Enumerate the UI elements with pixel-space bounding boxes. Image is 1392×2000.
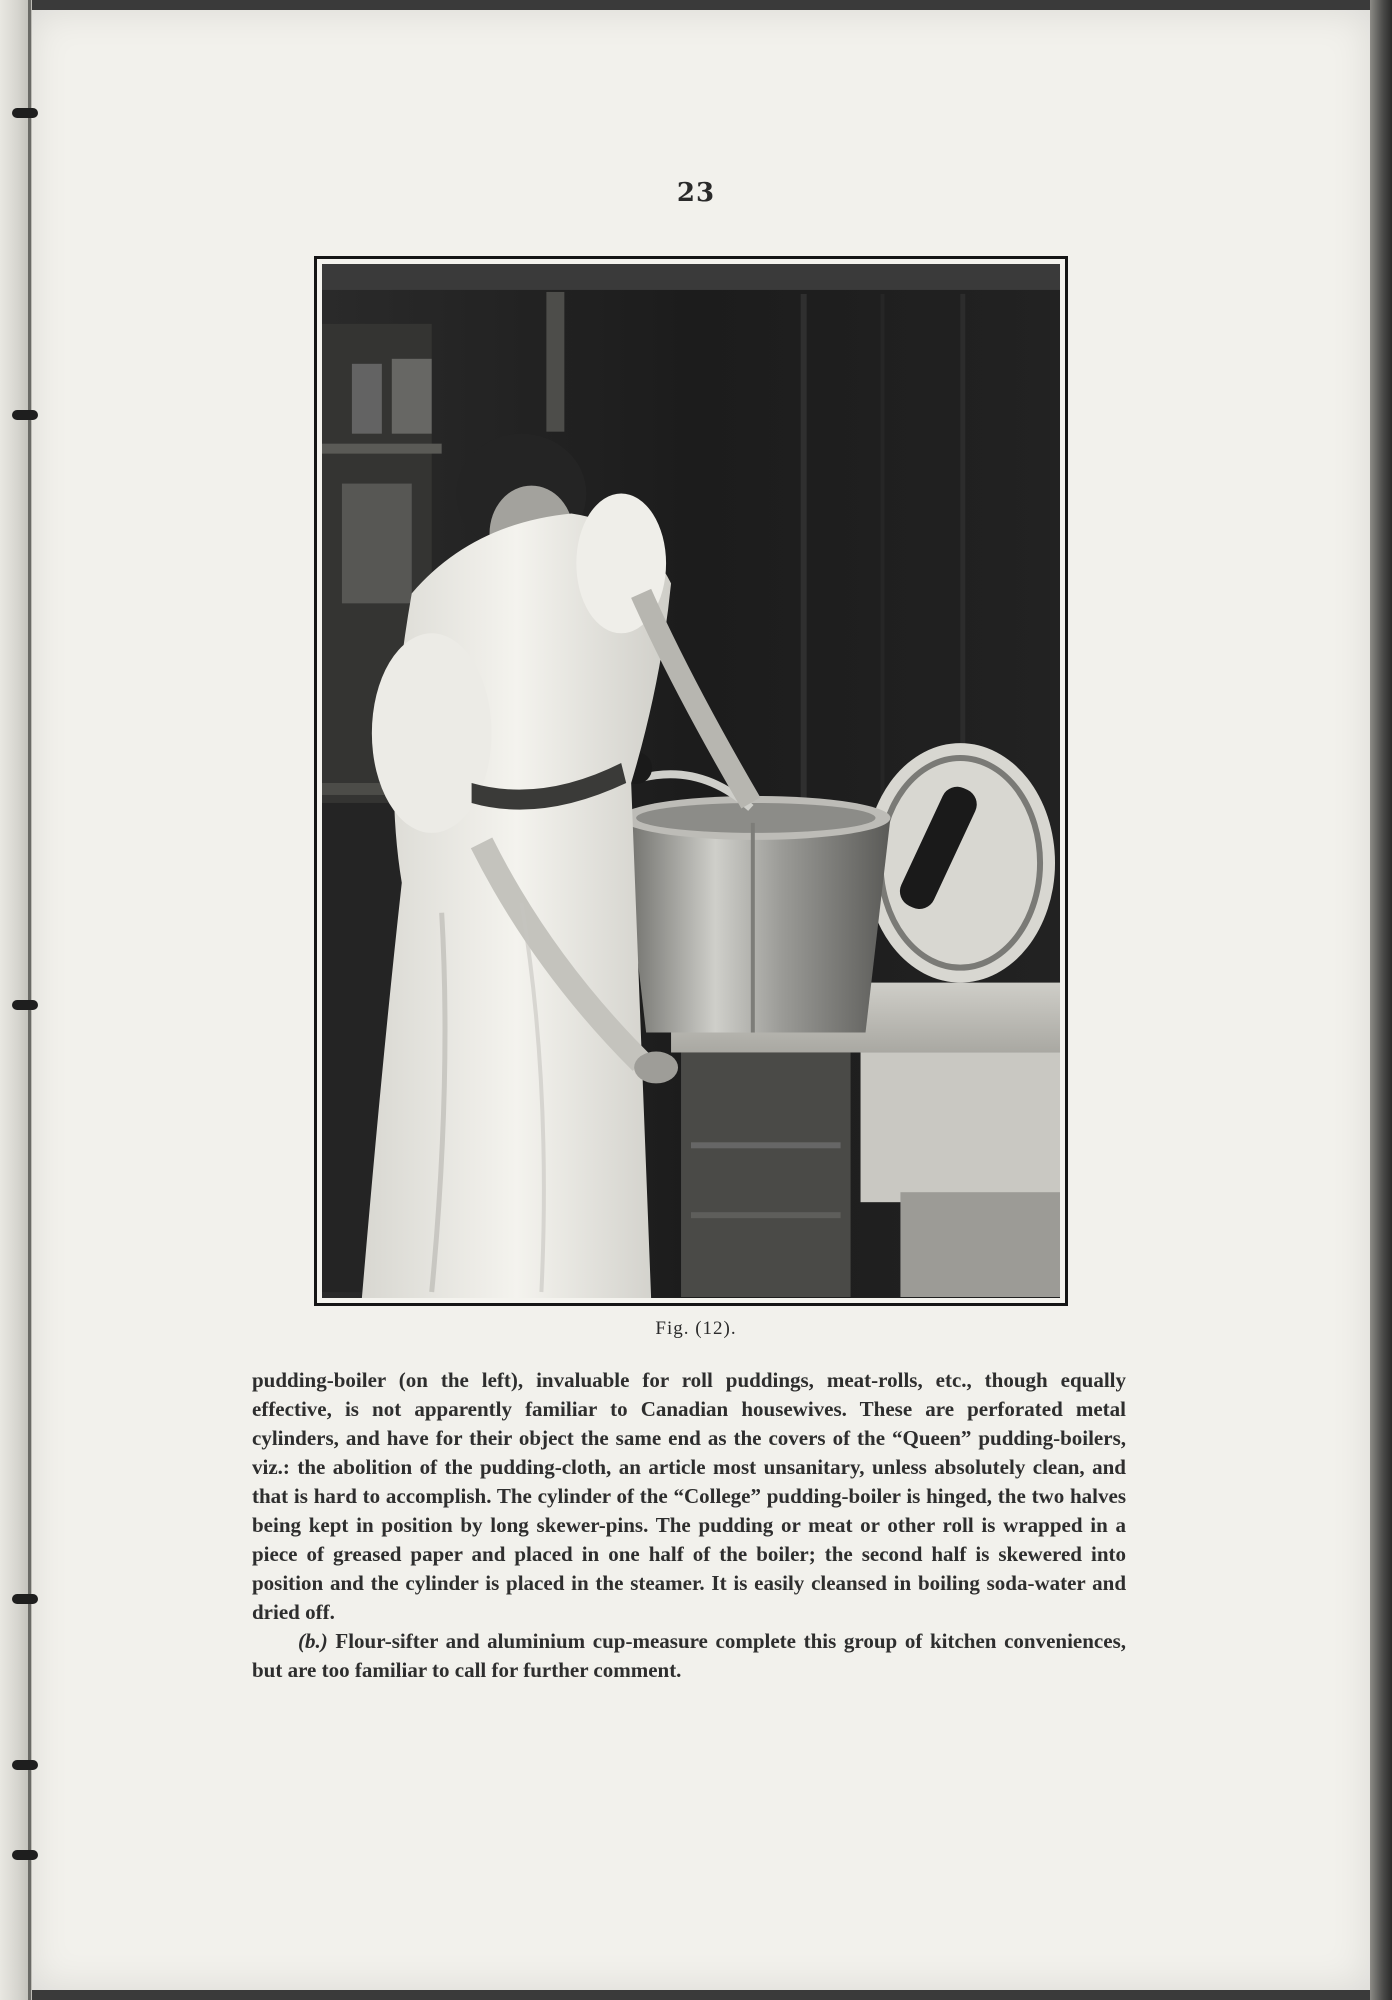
- book-binding: [0, 0, 32, 2000]
- body-text: [252, 1366, 1126, 1685]
- binding-stitch: [12, 108, 38, 118]
- paragraph-label: (b.): [298, 1629, 328, 1653]
- figure-photograph: [314, 256, 1068, 1306]
- page-number: 23: [676, 178, 716, 208]
- binding-stitch: [12, 1760, 38, 1770]
- paragraph: [252, 1627, 1126, 1685]
- paragraph-text: Flour-sifter and aluminium cup-measure complete this group of kitchen conveniences, but are too familiar to call for further comment.: [252, 1629, 1126, 1682]
- page-right-edge: [1370, 0, 1392, 2000]
- binding-stitch: [12, 410, 38, 420]
- figure-caption: Fig. (12).: [655, 1318, 737, 1339]
- photo-kitchen-woman-pudding-boiler: [322, 264, 1060, 1298]
- binding-stitch: [12, 1850, 38, 1860]
- binding-stitch: [12, 1594, 38, 1604]
- binding-stitch: [12, 1000, 38, 1010]
- paragraph: pudding-boiler (on the left), invaluable for roll puddings, meat-rolls, etc., though equally effective, is not apparently familiar to Canadian housewives. These are perforated metal cylinders, and have for their object the same end as the covers of the “Queen” pudding-boilers, viz.: the abolition of the pudding-cloth, an article most unsanitary, unless absolutely clean, and that is hard to accomplish. The cylinder of the “College” pudding-boiler is hinged, the two halves being kept in position by long skewer-pins. The pudding or meat or other roll is wrapped in a piece of greased paper and placed in one half of the boiler; the second half is skewered into position and the cylinder is placed in the steamer. It is easily cleansed in boiling soda-water and dried off.: [252, 1368, 1126, 1624]
